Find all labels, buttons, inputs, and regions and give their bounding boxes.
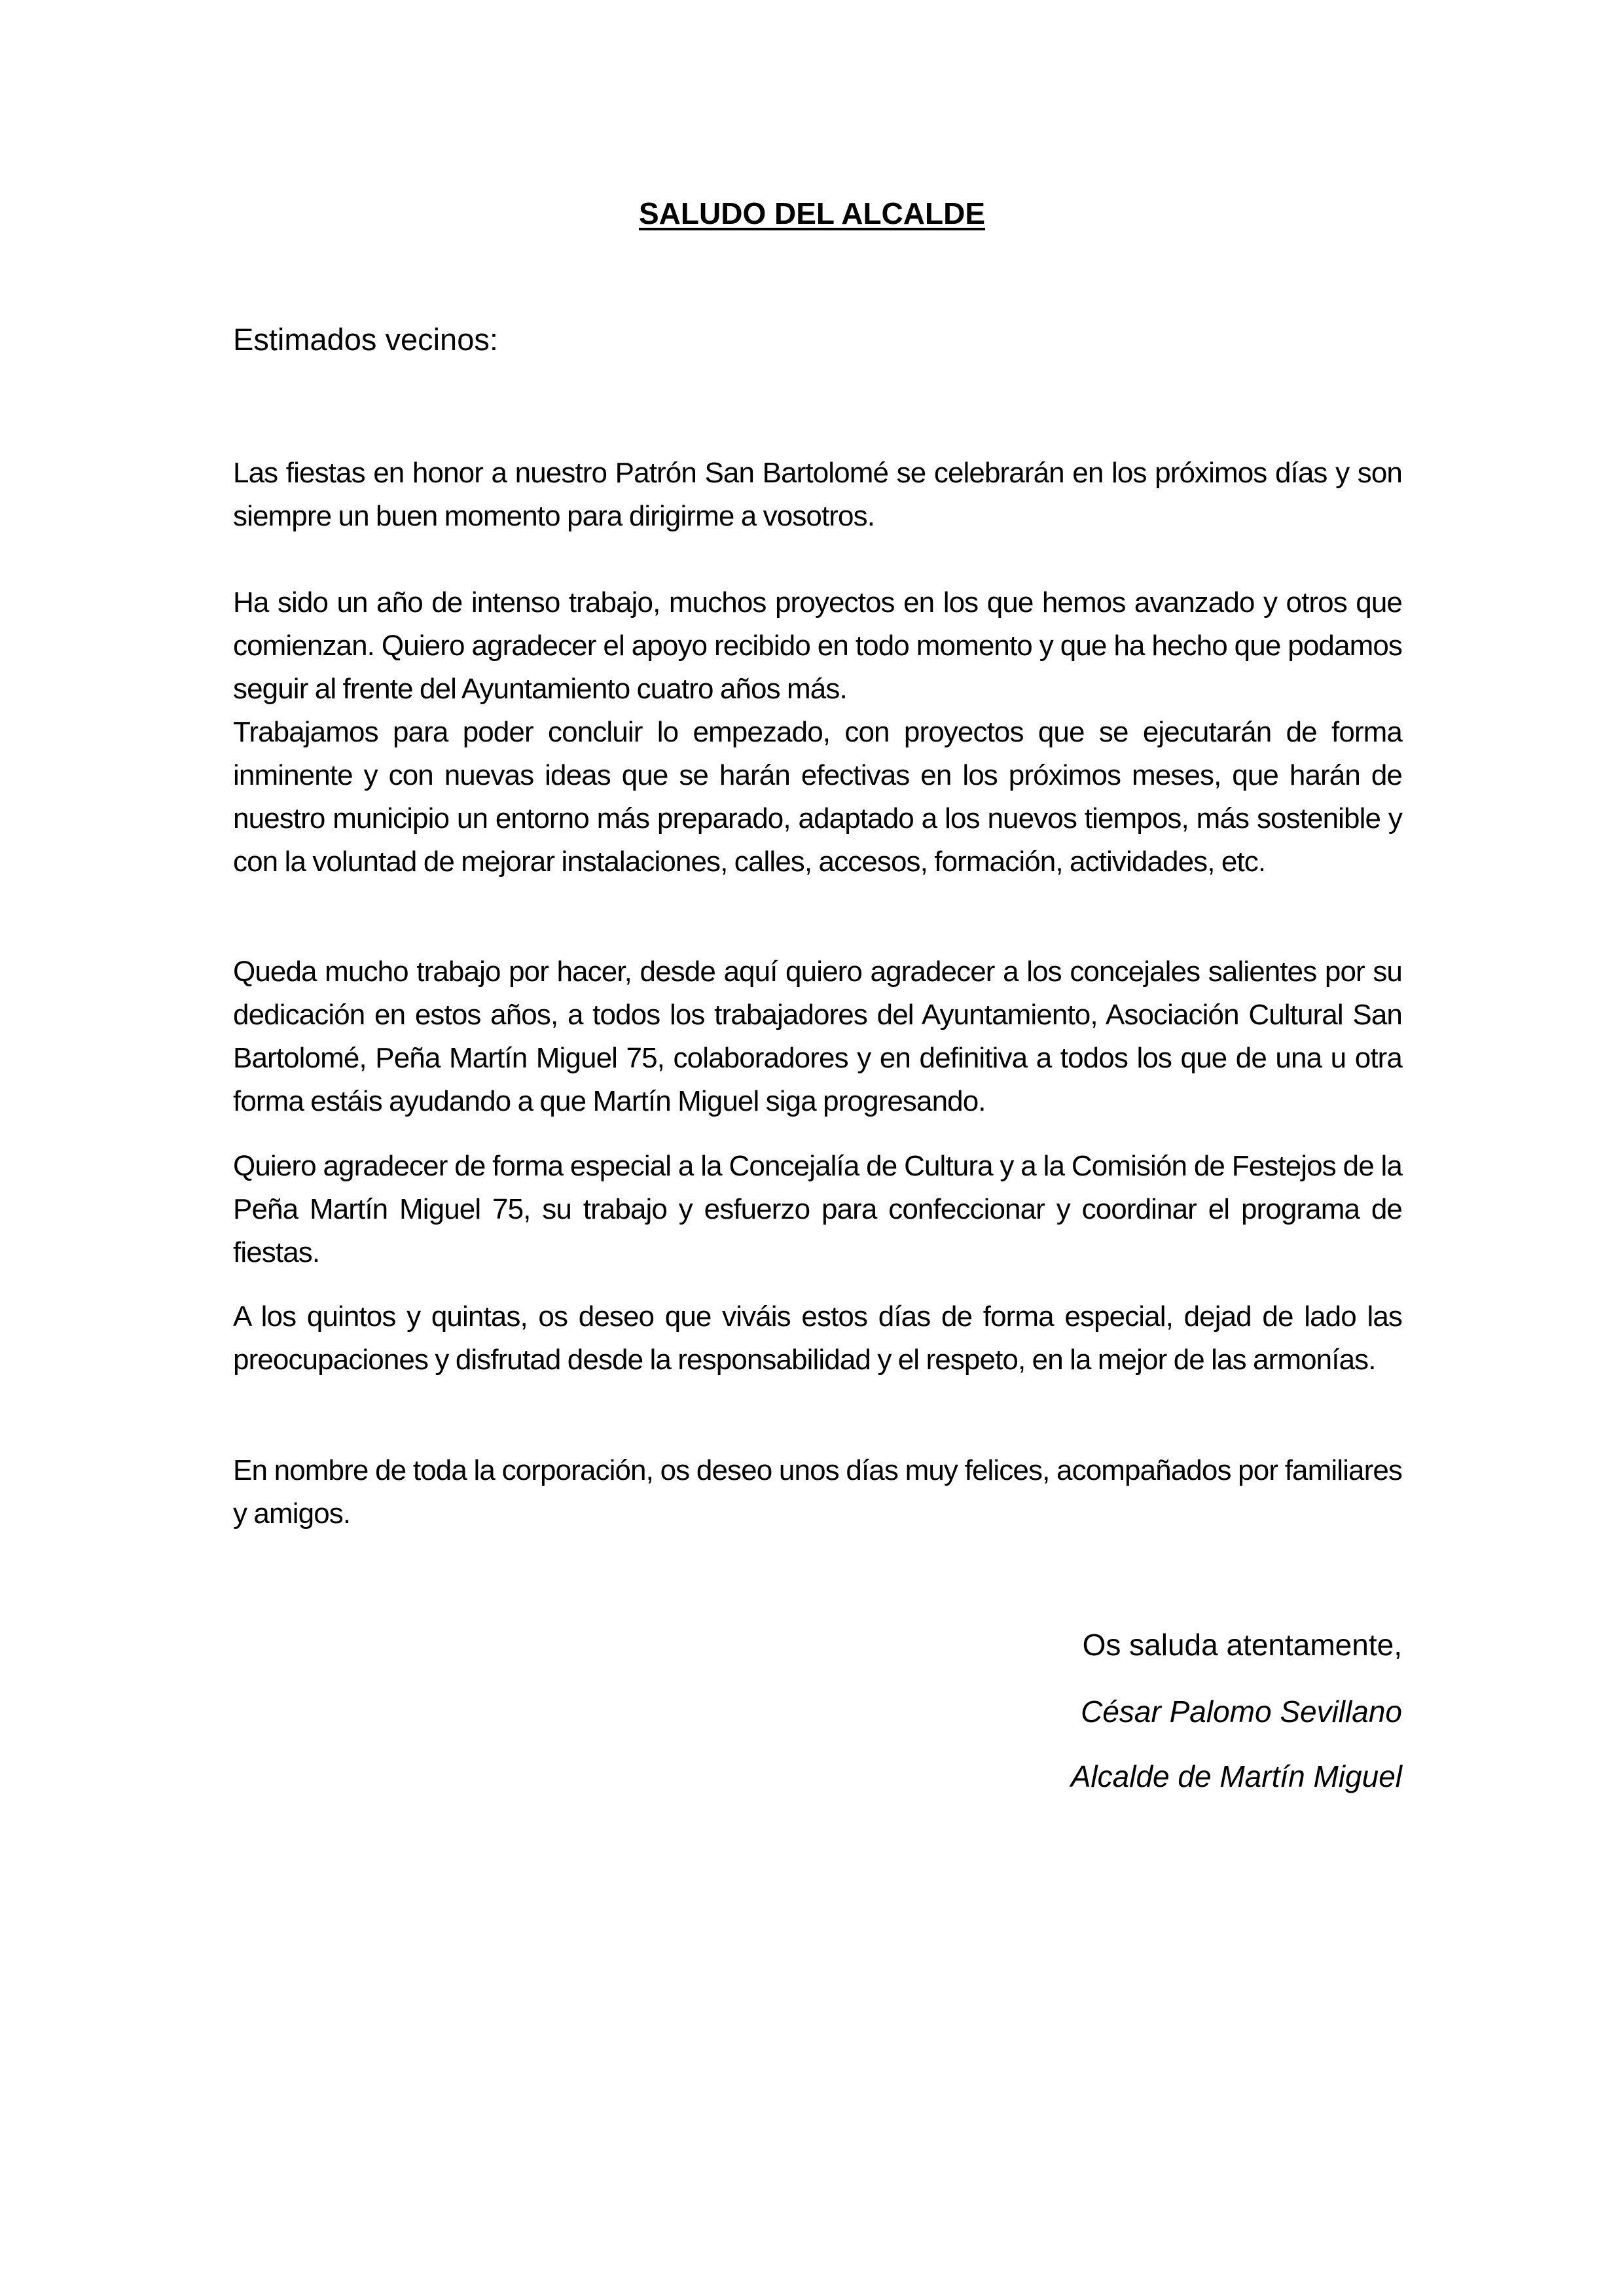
greeting: Estimados vecinos: <box>233 322 498 357</box>
page-title <box>0 194 1624 233</box>
title-text: SALUDO DEL ALCALDE <box>639 196 985 230</box>
paragraph-7: En nombre de toda la corporación, os deseo unos días muy felices, acompañados por familiares y amigos. <box>233 1454 1402 1530</box>
signatory-name: César Palomo Sevillano <box>1081 1695 1402 1729</box>
paragraph-5: Quiero agradecer de forma especial a la Concejalía de Cultura y a la Comisión de Festejos de la Peña Martín Miguel 75, su trabajo y esfuerzo para confeccionar y coordinar el programa de fiestas. <box>233 1150 1402 1268</box>
paragraph-1: Las fiestas en honor a nuestro Patrón San Bartolomé se celebrarán en los próximos días y son siempre un buen momento para dirigirme a vosotros. <box>233 457 1402 532</box>
signatory-role: Alcalde de Martín Miguel <box>1070 1759 1402 1793</box>
paragraph-6: A los quintos y quintas, os deseo que viváis estos días de forma especial, dejad de lado las preocupaciones y disfrutad desde la responsabilidad y el respeto, en la mejor de las armonías. <box>233 1300 1402 1376</box>
paragraph-2: Ha sido un año de intenso trabajo, muchos proyectos en los que hemos avanzado y otros que comienzan. Quiero agradecer el apoyo recibido en todo momento y que ha hecho que podamos seguir al frente del Ayuntamiento cuatro años más. <box>233 586 1402 705</box>
paragraph-4: Queda mucho trabajo por hacer, desde aquí quiero agradecer a los concejales salientes por su dedicación en estos años, a todos los trabajadores del Ayuntamiento, Asociación Cultural San Bartolomé, Peña Martín Miguel 75, colaboradores y en definitiva a todos los que de una u otra forma estáis ayudando a que Martín Miguel siga progresando. <box>233 956 1402 1117</box>
closing-farewell: Os saluda atentamente, <box>1082 1628 1402 1662</box>
paragraph-3: Trabajamos para poder concluir lo empezado, con proyectos que se ejecutarán de forma inminente y con nuevas ideas que se harán efectivas en los próximos meses, que harán de nuestro municipio un entorno más preparado, adaptado a los nuevos tiempos, más sostenible y con la voluntad de mejorar instalaciones, calles, accesos, formación, actividades, etc. <box>233 716 1402 878</box>
